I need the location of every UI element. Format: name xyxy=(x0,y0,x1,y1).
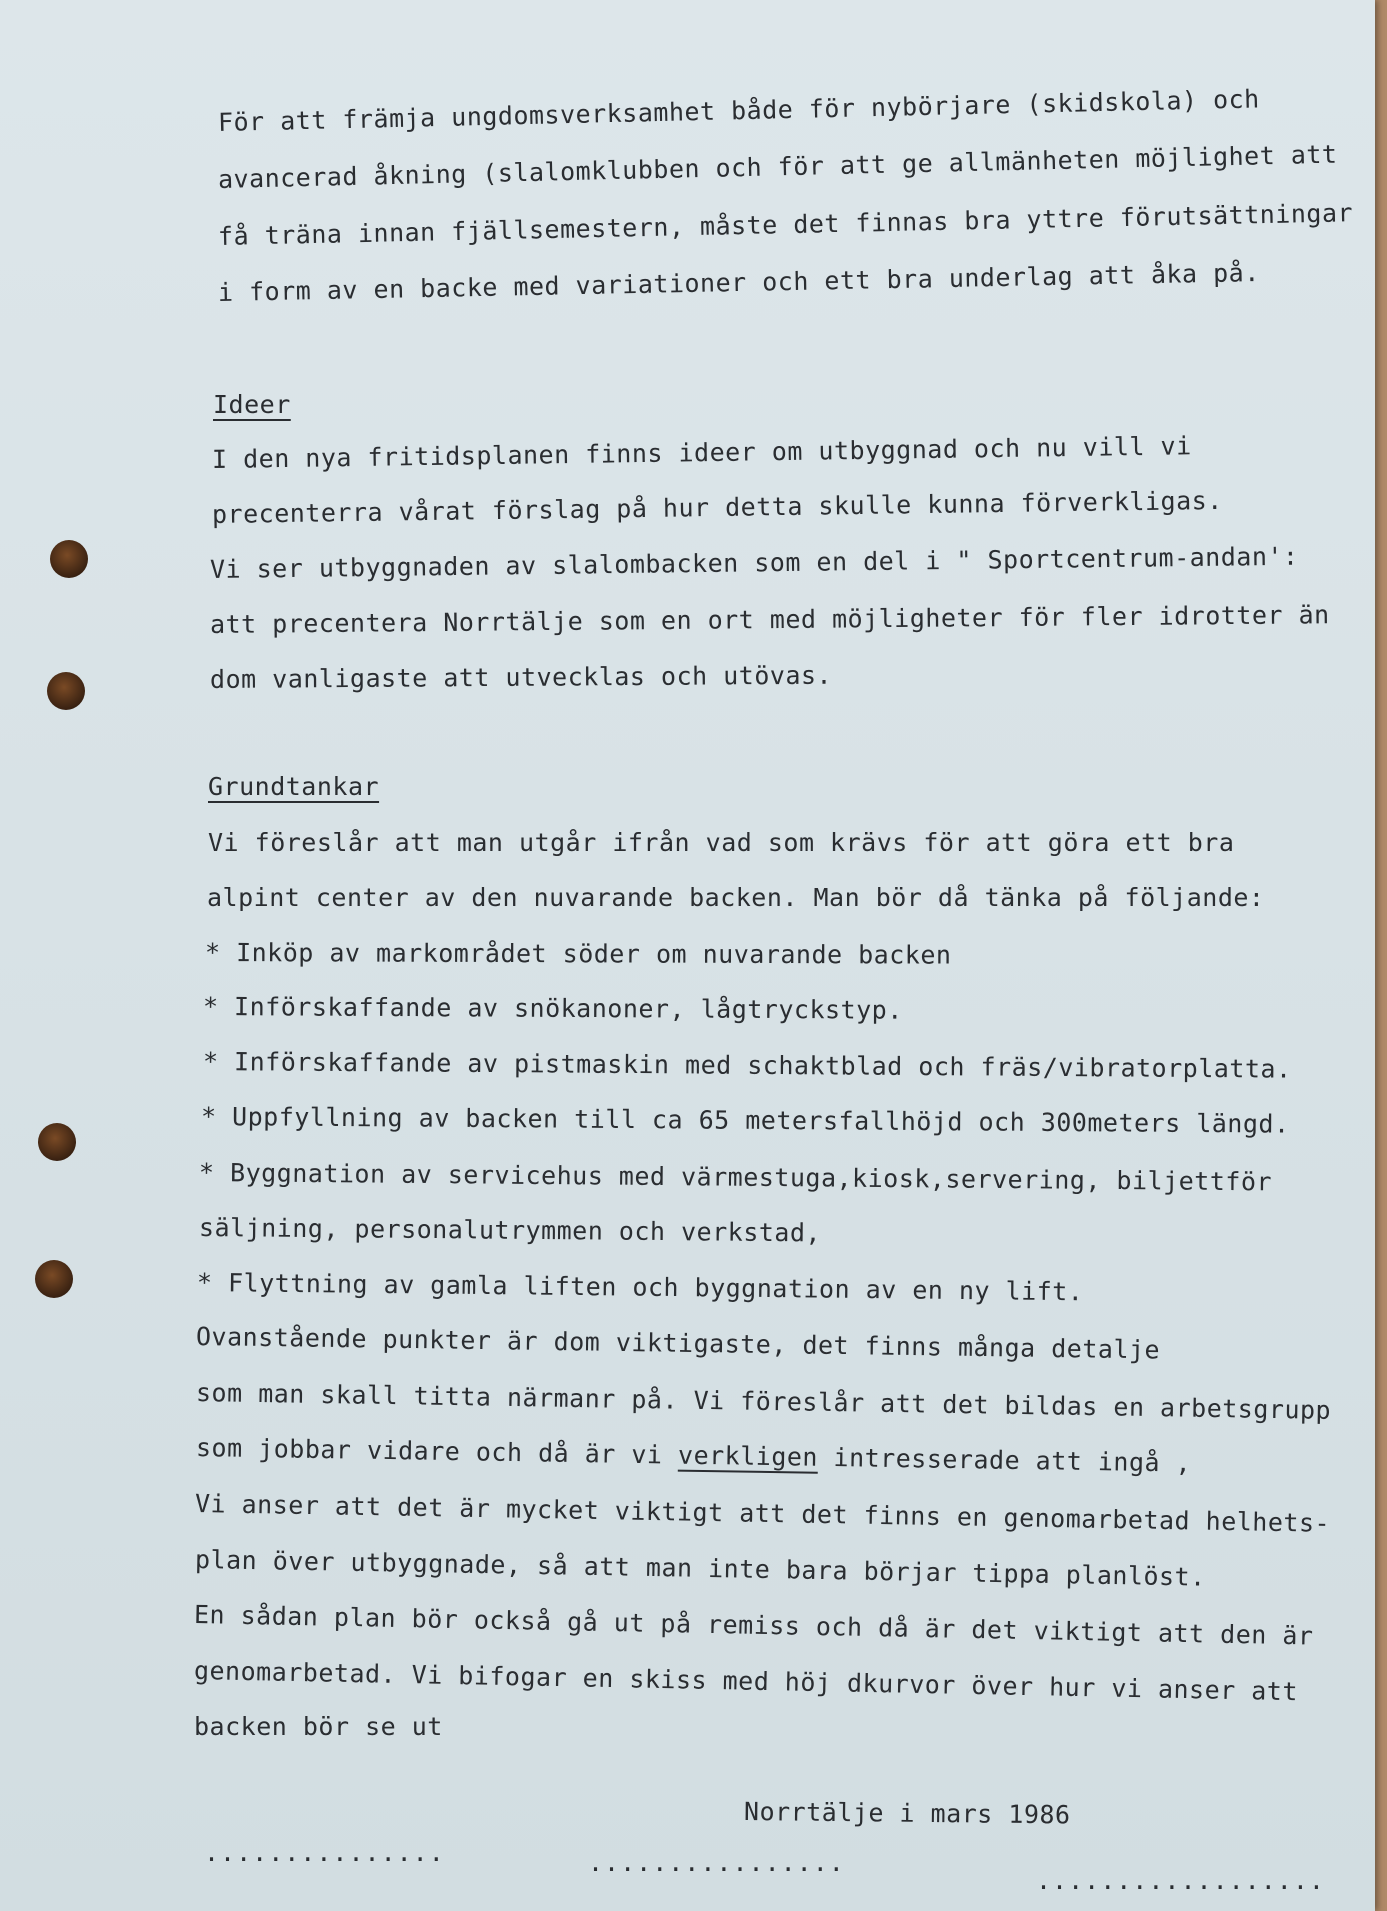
underlined-word: verkligen xyxy=(677,1440,819,1472)
ideer-line: Vi ser utbyggnaden av slalombacken som en del i " Sportcentrum-andan': xyxy=(209,541,1299,584)
intro-line: i form av en backe med variationer och ett bra underlag att åka på. xyxy=(217,258,1261,307)
bullet-item: * Införskaffande av pistmaskin med schaktblad och fräs/vibratorplatta. xyxy=(202,1047,1292,1084)
punch-hole xyxy=(47,672,85,710)
punch-hole xyxy=(50,540,88,578)
closing-line: plan över utbyggnade, så att man inte bara börjar tippa planlöst. xyxy=(194,1545,1206,1592)
place-date: Norrtälje i mars 1986 xyxy=(743,1797,1071,1830)
closing-line: genomarbetad. Vi bifogar en skiss med höj dkurvor över hur vi anser att xyxy=(193,1656,1299,1707)
signature-line: .................. xyxy=(1036,1866,1325,1895)
closing-line: En sådan plan bör också gå ut på remiss och då är det viktigt att den är xyxy=(193,1600,1314,1651)
ideer-line: att precentera Norrtälje som en ort med möjligheter för fler idrotter än xyxy=(209,600,1330,639)
closing-line: backen bör se ut xyxy=(194,1712,443,1741)
bullet-item: * Flyttning av gamla liften och byggnation av en ny lift. xyxy=(196,1268,1084,1307)
closing-line: som man skall titta närmanr på. Vi föreslår att det bildas en arbetsgrupp xyxy=(195,1378,1332,1425)
signature-line: ............... xyxy=(204,1838,445,1867)
ideer-line: I den nya fritidsplanen finns ideer om utbyggnad och nu vill vi xyxy=(211,431,1192,474)
grundtankar-line: Vi föreslår att man utgår ifrån vad som krävs för att göra ett bra xyxy=(208,828,1235,857)
bullet-item: * Införskaffande av snökanoner, lågtryckstyp. xyxy=(202,992,903,1025)
closing-line: Vi anser att det är mycket viktigt att det finns en genomarbetad helhets- xyxy=(194,1489,1331,1538)
closing-line xyxy=(196,1433,1192,1478)
bullet-item: * Uppfyllning av backen till ca 65 metersfallhöjd och 300meters längd. xyxy=(200,1102,1290,1139)
section-heading-ideer: Ideer xyxy=(213,390,291,419)
bullet-item: säljning, personalutrymmen och verkstad, xyxy=(198,1213,822,1248)
punch-hole xyxy=(38,1123,76,1161)
closing-line: Ovanstående punkter är dom viktigaste, det finns många detalje xyxy=(195,1322,1161,1365)
intro-line: För att främja ungdomsverksamhet både för nybörjare (skidskola) och xyxy=(217,84,1260,137)
intro-line: få träna innan fjällsemestern, måste det finnas bra yttre förutsättningar xyxy=(217,198,1354,251)
signature-line: ................ xyxy=(588,1848,845,1877)
bullet-item: * Inköp av markområdet söder om nuvarande backen xyxy=(204,938,952,970)
section-heading-grundtankar: Grundtankar xyxy=(208,772,380,801)
bullet-item: * Byggnation av servicehus med värmestuga,kiosk,servering, biljettför xyxy=(198,1158,1273,1197)
intro-line: avancerad åkning (slalomklubben och för att ge allmänheten möjlighet att xyxy=(217,139,1338,194)
closing-text: som jobbar vidare och då är vi xyxy=(195,1433,679,1470)
ideer-line: dom vanligaste att utvecklas och utövas. xyxy=(209,660,833,694)
punch-hole xyxy=(35,1260,73,1298)
closing-text: intresserade att ingå , xyxy=(817,1442,1192,1478)
ideer-line: precenterra vårat förslag på hur detta skulle kunna förverkligas. xyxy=(211,485,1223,529)
grundtankar-line: alpint center av den nuvarande backen. Man bör då tänka på följande: xyxy=(207,883,1265,912)
